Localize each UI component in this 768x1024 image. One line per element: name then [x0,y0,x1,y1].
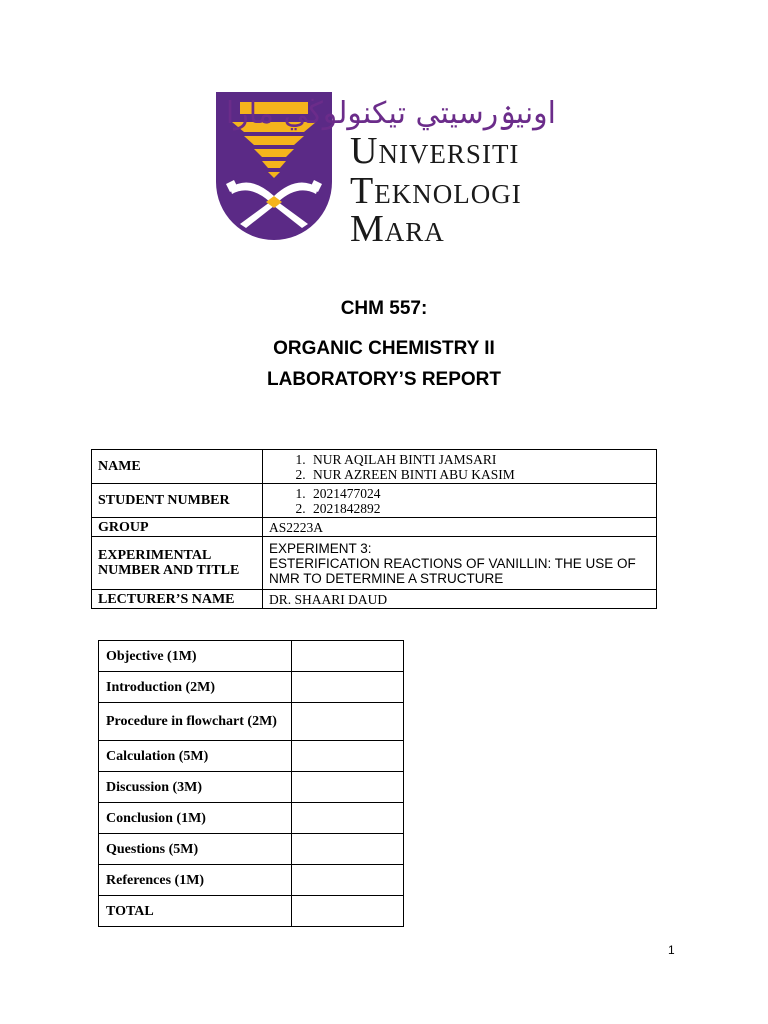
jawi-university-name: اونيۏرسيتي تيكنولوڬي مارا [225,96,556,131]
table-row [99,865,404,896]
course-title: ORGANIC CHEMISTRY II [273,338,495,359]
mark-score [292,772,404,803]
mark-score [292,803,404,834]
mark-score [292,896,404,927]
lecturer-value: DR. SHAARI DAUD [263,590,657,609]
mark-label: References (1M) [99,865,292,896]
table-row [92,537,657,590]
student-number-label: STUDENT NUMBER [92,484,263,518]
mark-label: Procedure in flowchart (2M) [99,703,292,741]
table-row [92,518,657,537]
list-item: 2. 2021842892 [309,501,650,516]
page-number: 1 [668,943,675,957]
group-label: GROUP [92,518,263,537]
university-logo [216,92,556,250]
lecturer-label: LECTURER’S NAME [92,590,263,609]
mark-label: Questions (5M) [99,834,292,865]
list-item: 1. 2021477024 [309,486,650,501]
mark-score [292,865,404,896]
names-cell [263,450,657,484]
table-row [99,641,404,672]
mark-label: Objective (1M) [99,641,292,672]
logo-text-teknologi: Teknologi [350,170,522,212]
mark-label: Discussion (3M) [99,772,292,803]
table-row [99,703,404,741]
student-info-table [91,449,657,609]
table-row [99,672,404,703]
experiment-cell [263,537,657,590]
mark-label: TOTAL [99,896,292,927]
name-label: NAME [92,450,263,484]
table-row [99,772,404,803]
mark-label: Calculation (5M) [99,741,292,772]
student-numbers-cell [263,484,657,518]
report-title: LABORATORY’S REPORT [267,369,501,390]
table-row [92,590,657,609]
mark-score [292,703,404,741]
group-value: AS2223A [263,518,657,537]
course-code: CHM 557: [340,298,428,319]
list-item: 1. NUR AQILAH BINTI JAMSARI [309,452,650,467]
table-row [92,484,657,518]
list-item: 2. NUR AZREEN BINTI ABU KASIM [309,467,650,482]
table-row [92,450,657,484]
table-row [99,803,404,834]
experiment-label-line1: EXPERIMENTAL [98,548,212,563]
mark-score [292,741,404,772]
mark-score [292,672,404,703]
experiment-label [92,537,263,590]
table-row [99,834,404,865]
table-row [99,741,404,772]
table-row [99,896,404,927]
logo-text-universiti: Universiti [350,130,520,172]
mark-label: Conclusion (1M) [99,803,292,834]
mark-score [292,641,404,672]
mark-score [292,834,404,865]
logo-text-mara: Mara [350,208,445,250]
experiment-number: EXPERIMENT 3: [269,540,372,556]
experiment-title: ESTERIFICATION REACTIONS OF VANILLIN: THE USE OF NMR TO DETERMINE A STRUCTURE [269,555,636,586]
experiment-label-line2: NUMBER AND TITLE [98,563,240,578]
marks-table [98,640,404,927]
mark-label: Introduction (2M) [99,672,292,703]
